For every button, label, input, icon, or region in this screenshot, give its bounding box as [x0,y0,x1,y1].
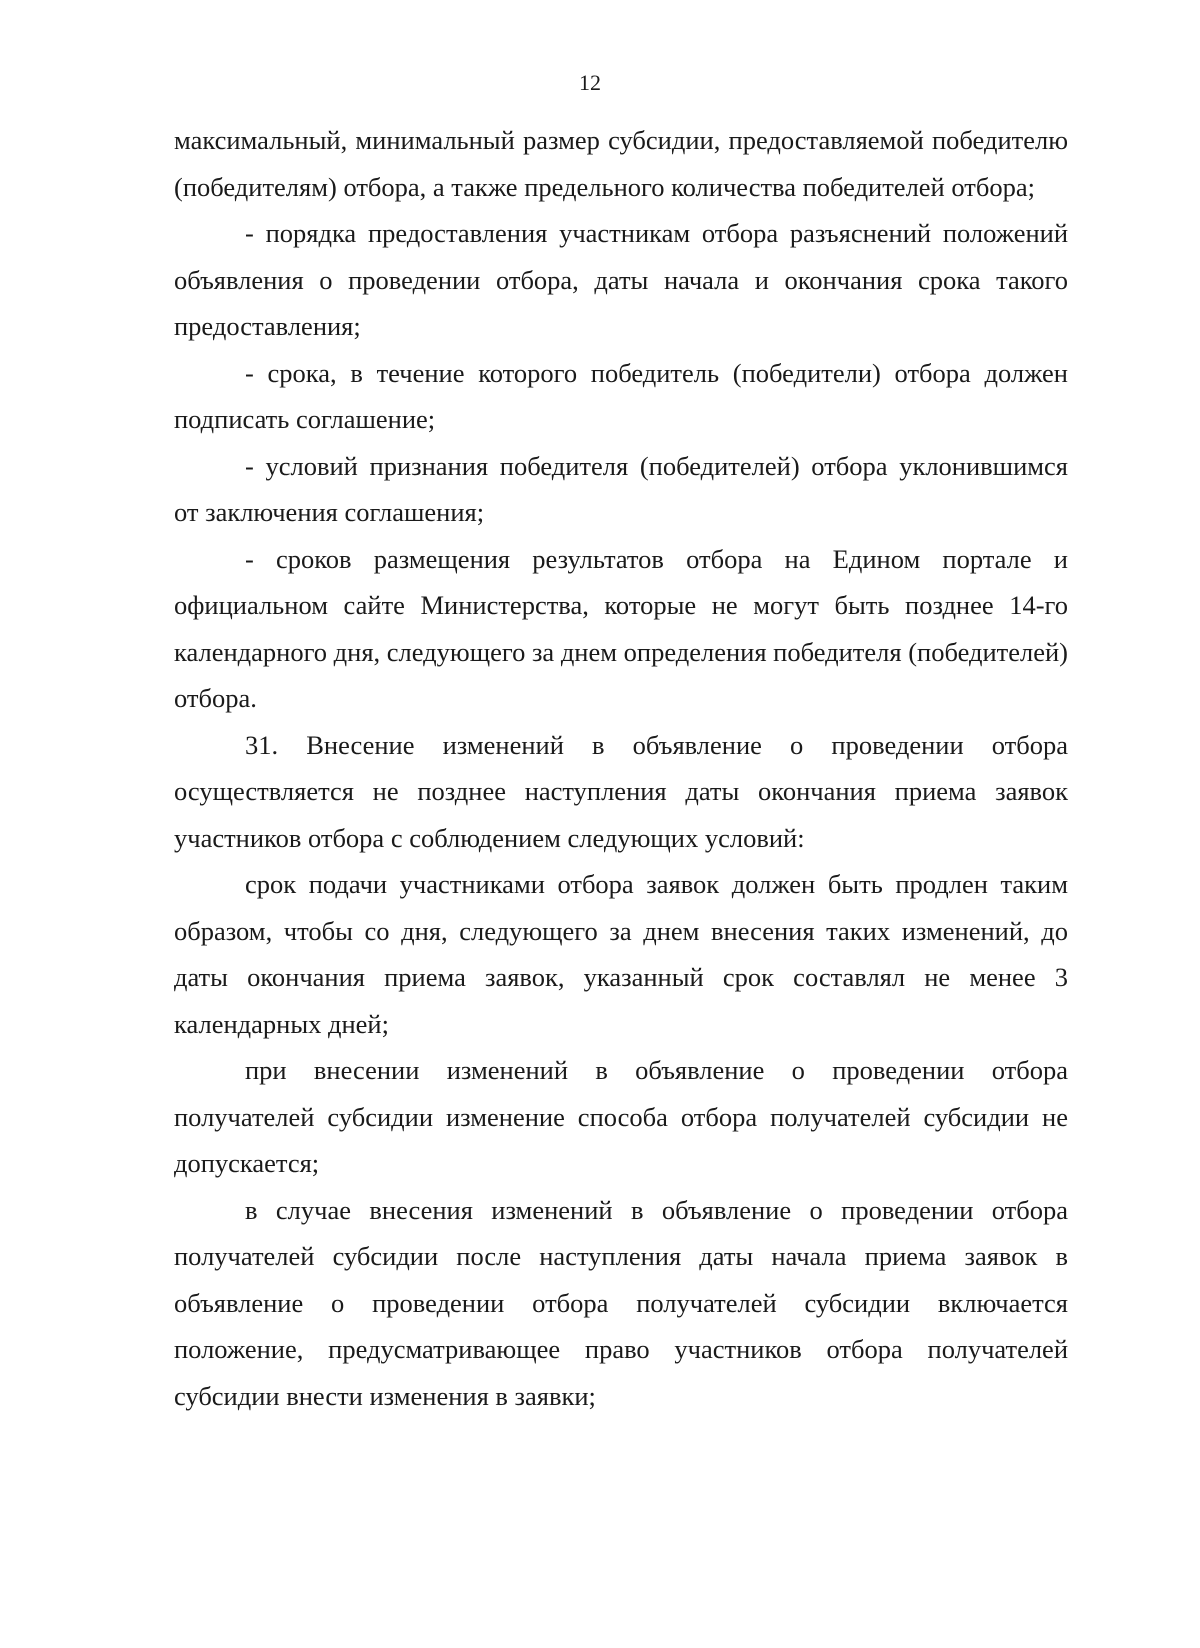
document-body [174,117,1068,1419]
paragraph-2: - порядка предоставления участникам отбора разъяснений положений объявления о проведении отбора, даты начала и окончания срока такого предоставления; [174,218,1068,341]
paragraph-8: при внесении изменений в объявление о проведении отбора получателей субсидии изменение способа отбора получателей субсидии не допускается; [174,1055,1068,1178]
paragraph-1: максимальный, минимальный размер субсидии, предоставляемой победителю (победителям) отбора, а также предельного количества победителей отбора; [174,125,1068,202]
paragraph-6: 31. Внесение изменений в объявление о проведении отбора осуществляется не позднее наступления даты окончания приема заявок участников отбора с соблюдением следующих условий: [174,729,1068,853]
paragraph-7: срок подачи участниками отбора заявок должен быть продлен таким образом, чтобы со дня, следующего за днем внесения таких изменений, до даты окончания приема заявок, указанный срок составлял не менее 3 календарных дней; [174,869,1068,1039]
page-number: 12 [579,70,601,95]
paragraph-5: - сроков размещения результатов отбора на Едином портале и официальном сайте Министерства, которые не могут быть позднее 14-го календарного дня, следующего за днем определения победителя (победителей) отбора. [174,543,1068,713]
paragraph-9: в случае внесения изменений в объявление о проведении отбора получателей субсидии после наступления даты начала приема заявок в объявление о проведении отбора получателей субсидии включается положение, предусматривающее право участников отбора получателей субсидии внести изменения в заявки; [174,1194,1068,1411]
paragraph-4: - условий признания победителя (победителей) отбора уклонившимся от заключения соглашения; [174,450,1068,527]
paragraph-3: - срока, в течение которого победитель (победители) отбора должен подписать соглашение; [174,357,1068,434]
